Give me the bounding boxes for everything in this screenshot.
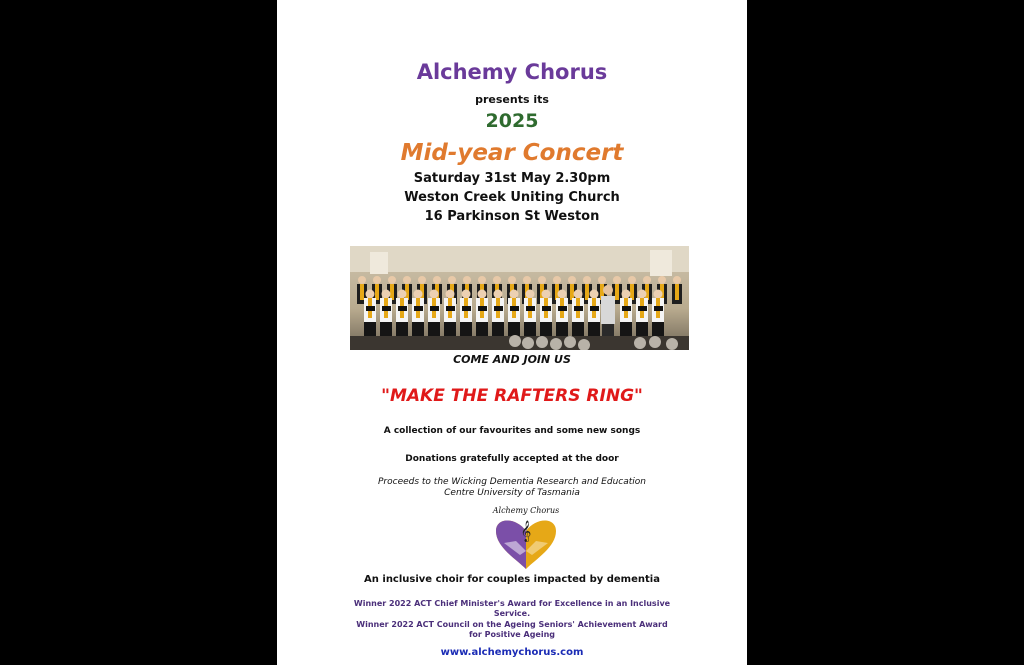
logo-text: Alchemy Chorus [492, 506, 560, 515]
choir-photo-image [350, 246, 689, 350]
chorus-logo [486, 503, 566, 573]
poster-page [277, 0, 747, 665]
award-1-line-1: Winner 2022 ACT Chief Minister's Award for Excellence in an Inclusive [353, 599, 671, 608]
donations-text: Donations gratefully accepted at the door [405, 454, 619, 464]
award-1-line-2: Service. [493, 609, 531, 618]
org-title: Alchemy Chorus [416, 60, 608, 84]
venue-name: Weston Creek Uniting Church [404, 190, 620, 205]
venue-address: 16 Parkinson St Weston [424, 209, 600, 224]
proceeds-text [277, 477, 747, 499]
website-link[interactable]: www.alchemychorus.com [440, 647, 584, 658]
award-2-line-2: for Positive Ageing [468, 630, 556, 639]
choir-photo [350, 246, 689, 350]
proceeds-line-2: Centre University of Tasmania [444, 488, 580, 498]
award-1 [277, 599, 747, 619]
concert-year: 2025 [485, 110, 539, 132]
show-title: "MAKE THE RAFTERS RING" [381, 386, 643, 406]
inclusive-tagline: An inclusive choir for couples impacted by dementia [364, 574, 660, 585]
treble-clef-icon: 𝄞 [520, 521, 532, 542]
concert-title: Mid-year Concert [400, 140, 624, 166]
proceeds-line-1: Proceeds to the Wicking Dementia Research and Education [377, 477, 646, 487]
presents-text: presents its [475, 93, 549, 106]
join-us-text: COME AND JOIN US [453, 353, 571, 366]
collection-text: A collection of our favourites and some new songs [383, 426, 641, 436]
award-2 [277, 620, 747, 640]
award-2-line-1: Winner 2022 ACT Council on the Ageing Seniors' Achievement Award [356, 620, 668, 629]
date-time: Saturday 31st May 2.30pm [413, 171, 611, 186]
